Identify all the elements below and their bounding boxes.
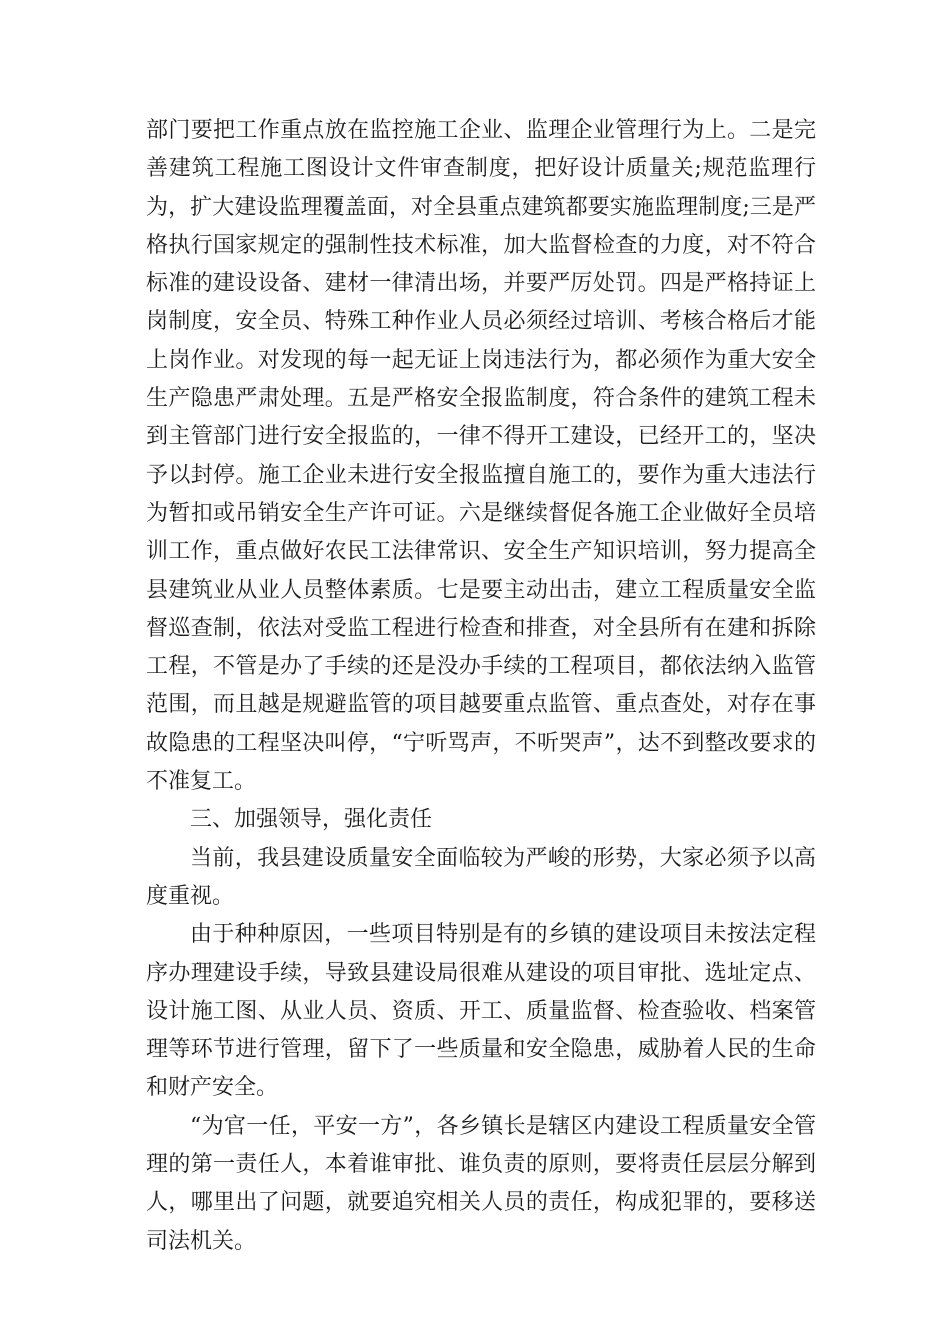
section-heading: 三、加强领导，强化责任 [190,807,433,833]
paragraph: 由于种种原因，一些项目特别是有的乡镇的建设项目未按法定程序办理建设手续，导致县建设局很难从建设的项目审批、选址定点、设计施工图、从业人员、资质、开工、质量监督、检查验收、档案管理等环节进行管理，留下了一些质量和安全隐患，威胁着人民的生命和财产安全。 [146,922,816,1101]
document-page [146,112,816,1261]
paragraph-continuation: 部门要把工作重点放在监控施工企业、监理企业管理行为上。二是完善建筑工程施工图设计文件审查制度，把好设计质量关;规范监理行为，扩大建设监理覆盖面，对全县重点建筑都要实施监理制度;三是严格执行国家规定的强制性技术标准，加大监督检查的力度，对不符合标准的建设设备、建材一律清出场，并要严厉处罚。四是严格持证上岗制度，安全员、特殊工种作业人员必须经过培训、考核合格后才能上岗作业。对发现的每一起无证上岗违法行为，都必须作为重大安全生产隐患严肃处理。五是严格安全报监制度，符合条件的建筑工程未到主管部门进行安全报监的，一律不得开工建设，已经开工的，坚决予以封停。施工企业未进行安全报监擅自施工的，要作为重大违法行为暂扣或吊销安全生产许可证。六是继续督促各施工企业做好全员培训工作，重点做好农民工法律常识、安全生产知识培训，努力提高全县建筑业从业人员整体素质。七是要主动出击，建立工程质量安全监督巡查制，依法对受监工程进行检查和排查，对全县所有在建和拆除工程，不管是办了手续的还是没办手续的工程项目，都依法纳入监管范围，而且越是规避监管的项目越要重点监管、重点查处，对存在事故隐患的工程坚决叫停，“宁听骂声，不听哭声”，达不到整改要求的不准复工。 [146,118,816,795]
paragraph: “为官一任，平安一方”，各乡镇长是辖区内建设工程质量安全管理的第一责任人，本着谁审批、谁负责的原则，要将责任层层分解到人，哪里出了问题，就要追究相关人员的责任，构成犯罪的，要移送司法机关。 [146,1113,816,1254]
paragraph: 当前，我县建设质量安全面临较为严峻的形势，大家必须予以高度重视。 [146,845,816,909]
